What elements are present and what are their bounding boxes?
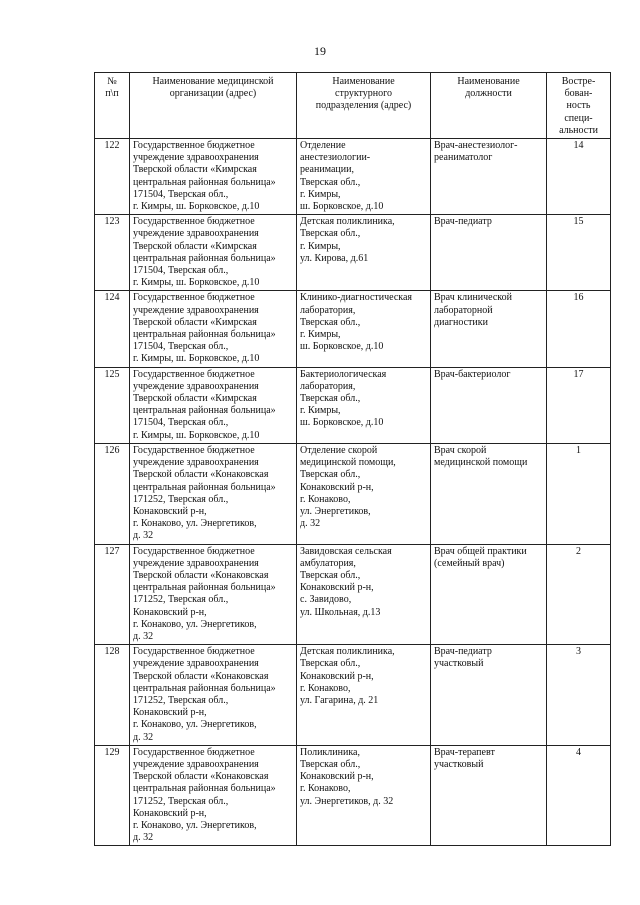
cell-line: Тверской области «Кимрская [133, 316, 257, 328]
column-header-subdivision [297, 73, 431, 139]
cell-line: лаборатория, [300, 380, 356, 392]
cell-line: Государственное бюджетное [133, 292, 255, 304]
cell-line: анестезиологии- [300, 152, 371, 164]
cell-line: ш. Борковское, д.10 [300, 341, 384, 353]
organization-cell [130, 745, 297, 846]
organization-cell [130, 645, 297, 746]
cell-line: 171504, Тверская обл., [133, 265, 229, 277]
cell-line: Отделение скорой [300, 444, 378, 456]
cell-line: ул. Энергетиков, [300, 505, 371, 517]
cell-line: Бактериологическая [300, 368, 387, 380]
column-header-demand [547, 73, 611, 139]
cell-line: Тверская обл., [300, 228, 361, 240]
demand-count: 2 [547, 544, 611, 645]
cell-line: учреждение здравоохранения [133, 228, 259, 240]
cell-line: с. Завидово, [300, 594, 352, 606]
cell-line: Конаковский р-н, [133, 606, 207, 618]
cell-line: центральная районная больница» [133, 405, 276, 417]
cell-line: Государственное бюджетное [133, 646, 255, 658]
row-number: 125 [95, 367, 130, 443]
table-row [95, 139, 611, 215]
cell-line: г. Конаково, ул. Энергетиков, [133, 518, 257, 530]
page-number: 19 [314, 44, 326, 58]
position-cell [431, 544, 547, 645]
cell-line: Тверской области «Конаковская [133, 569, 269, 581]
cell-line: ул. Школьная, д.13 [300, 606, 381, 618]
cell-line: Отделение [300, 140, 346, 152]
table-row [95, 544, 611, 645]
cell-line: учреждение здравоохранения [133, 152, 259, 164]
cell-line: альности [559, 124, 598, 136]
cell-line: г. Кимры, [300, 188, 341, 200]
cell-line: Государственное бюджетное [133, 444, 255, 456]
cell-line: г. Кимры, ш. Борковское, д.10 [133, 353, 260, 365]
cell-line: ул. Гагарина, д. 21 [300, 694, 379, 706]
table-row [95, 291, 611, 367]
cell-line: Государственное бюджетное [133, 216, 255, 228]
cell-line: Наименование [332, 76, 395, 87]
demand-count: 17 [547, 367, 611, 443]
cell-line: 171252, Тверская обл., [133, 694, 229, 706]
cell-line: Тверская обл., [300, 316, 361, 328]
cell-line: Тверская обл., [300, 469, 361, 481]
cell-line: центральная районная больница» [133, 329, 276, 341]
cell-line: ш. Борковское, д.10 [300, 417, 384, 429]
cell-line: 171252, Тверская обл., [133, 795, 229, 807]
subdivision-cell [297, 367, 431, 443]
column-header-position [431, 73, 547, 139]
cell-line: д. 32 [300, 518, 321, 530]
cell-line: учреждение здравоохранения [133, 658, 259, 670]
cell-line: подразделения (адрес) [315, 100, 412, 112]
cell-line: Детская поликлиника, [300, 216, 395, 228]
cell-line: медицинской помощи [434, 457, 528, 469]
position-cell [431, 645, 547, 746]
cell-line: Врач скорой [434, 444, 487, 456]
cell-line: лабораторной [434, 304, 493, 316]
cell-line: Врач клинической [434, 292, 512, 304]
cell-line: д. 32 [133, 731, 154, 743]
cell-line: д. 32 [133, 832, 154, 844]
cell-line: должности [465, 88, 512, 100]
cell-line: Конаковский р-н, [133, 505, 207, 517]
row-number: 127 [95, 544, 130, 645]
demand-count: 3 [547, 645, 611, 746]
cell-line: лаборатория, [300, 304, 356, 316]
demand-count: 15 [547, 215, 611, 291]
cell-line: ность [566, 100, 591, 112]
cell-line: участковый [434, 758, 484, 770]
cell-line: 171504, Тверская обл., [133, 188, 229, 200]
row-number: 126 [95, 443, 130, 544]
table-row [95, 745, 611, 846]
cell-line: центральная районная больница» [133, 252, 276, 264]
organization-cell [130, 215, 297, 291]
cell-line: Тверской области «Кимрская [133, 393, 257, 405]
subdivision-cell [297, 443, 431, 544]
cell-line: г. Кимры, [300, 405, 341, 417]
position-cell [431, 215, 547, 291]
cell-line: д. 32 [133, 530, 154, 542]
cell-line: 171252, Тверская обл., [133, 594, 229, 606]
cell-line: центральная районная больница» [133, 582, 276, 594]
cell-line: Тверской области «Конаковская [133, 469, 269, 481]
vacancy-table [94, 72, 611, 846]
cell-line: Врач-анестезиолог- [434, 140, 518, 152]
cell-line: центральная районная больница» [133, 783, 276, 795]
table-body [95, 139, 611, 846]
cell-line: Тверская обл., [300, 758, 361, 770]
demand-count: 4 [547, 745, 611, 846]
position-cell [431, 367, 547, 443]
cell-line: г. Кимры, ш. Борковское, д.10 [133, 429, 260, 441]
cell-line: Конаковский р-н, [133, 707, 207, 719]
cell-line: Конаковский р-н, [300, 481, 374, 493]
organization-cell [130, 367, 297, 443]
cell-line: Врач-педиатр [434, 216, 492, 228]
organization-cell [130, 443, 297, 544]
table-row [95, 443, 611, 544]
cell-line: медицинской помощи, [300, 457, 396, 469]
cell-line: Государственное бюджетное [133, 746, 255, 758]
cell-line: организации (адрес) [169, 88, 257, 100]
cell-line: ул. Кирова, д.61 [300, 252, 369, 264]
subdivision-cell [297, 139, 431, 215]
position-cell [431, 443, 547, 544]
column-header-number [95, 73, 130, 139]
cell-line: диагностики [434, 316, 488, 328]
cell-line: ш. Борковское, д.10 [300, 201, 384, 213]
cell-line: специ- [564, 112, 593, 124]
subdivision-cell [297, 215, 431, 291]
cell-line: № [107, 76, 117, 87]
cell-line: учреждение здравоохранения [133, 557, 259, 569]
cell-line: реанимации, [300, 164, 354, 176]
cell-line: учреждение здравоохранения [133, 457, 259, 469]
cell-line: Тверской области «Конаковская [133, 771, 269, 783]
organization-cell [130, 291, 297, 367]
cell-line: Государственное бюджетное [133, 545, 255, 557]
cell-line: Конаковский р-н, [133, 807, 207, 819]
cell-line: 171504, Тверская обл., [133, 341, 229, 353]
row-number: 123 [95, 215, 130, 291]
cell-line: Востре- [561, 76, 596, 87]
cell-line: бован- [564, 88, 593, 100]
cell-line: Тверская обл., [300, 569, 361, 581]
cell-line: центральная районная больница» [133, 176, 276, 188]
cell-line: г. Кимры, [300, 240, 341, 252]
cell-line: Врач-бактериолог [434, 368, 511, 380]
row-number: 128 [95, 645, 130, 746]
cell-line: г. Конаково, [300, 493, 351, 505]
cell-line: центральная районная больница» [133, 682, 276, 694]
row-number: 129 [95, 745, 130, 846]
cell-line: г. Конаково, [300, 783, 351, 795]
cell-line: Тверская обл., [300, 658, 361, 670]
cell-line: Государственное бюджетное [133, 368, 255, 380]
cell-line: участковый [434, 658, 484, 670]
cell-line: г. Конаково, [300, 682, 351, 694]
subdivision-cell [297, 291, 431, 367]
row-number: 124 [95, 291, 130, 367]
cell-line: п\п [105, 88, 119, 100]
cell-line: Поликлиника, [300, 746, 360, 758]
table-header [95, 73, 611, 139]
cell-line: Завидовская сельская [300, 545, 392, 557]
cell-line: Клинико-диагностическая [300, 292, 413, 304]
organization-cell [130, 139, 297, 215]
cell-line: 171504, Тверская обл., [133, 417, 229, 429]
header-row [95, 73, 611, 139]
cell-line: Конаковский р-н, [300, 670, 374, 682]
cell-line: Наименование [457, 76, 520, 87]
cell-line: Тверской области «Конаковская [133, 670, 269, 682]
cell-line: Государственное бюджетное [133, 140, 255, 152]
cell-line: Тверской области «Кимрская [133, 240, 257, 252]
cell-line: г. Кимры, ш. Борковское, д.10 [133, 201, 260, 213]
position-cell [431, 291, 547, 367]
cell-line: г. Конаково, ул. Энергетиков, [133, 618, 257, 630]
cell-line: Врач общей практики [434, 545, 527, 557]
cell-line: Тверской области «Кимрская [133, 164, 257, 176]
cell-line: центральная районная больница» [133, 481, 276, 493]
cell-line: Врач-терапевт [434, 746, 495, 758]
cell-line: ул. Энергетиков, д. 32 [300, 795, 394, 807]
cell-line: амбулатория, [300, 557, 356, 569]
demand-count: 1 [547, 443, 611, 544]
cell-line: Детская поликлиника, [300, 646, 395, 658]
position-cell [431, 139, 547, 215]
subdivision-cell [297, 645, 431, 746]
cell-line: структурного [335, 88, 392, 100]
cell-line: Наименование медицинской [152, 76, 274, 87]
cell-line: учреждение здравоохранения [133, 758, 259, 770]
cell-line: д. 32 [133, 630, 154, 642]
cell-line: г. Конаково, ул. Энергетиков, [133, 819, 257, 831]
table-row [95, 645, 611, 746]
cell-line: 171252, Тверская обл., [133, 493, 229, 505]
cell-line: г. Конаково, ул. Энергетиков, [133, 719, 257, 731]
subdivision-cell [297, 544, 431, 645]
cell-line: г. Кимры, [300, 329, 341, 341]
cell-line: Тверская обл., [300, 176, 361, 188]
cell-line: учреждение здравоохранения [133, 380, 259, 392]
table-row [95, 215, 611, 291]
cell-line: Тверская обл., [300, 393, 361, 405]
row-number: 122 [95, 139, 130, 215]
cell-line: Конаковский р-н, [300, 582, 374, 594]
position-cell [431, 745, 547, 846]
cell-line: реаниматолог [434, 152, 493, 164]
organization-cell [130, 544, 297, 645]
demand-count: 14 [547, 139, 611, 215]
subdivision-cell [297, 745, 431, 846]
column-header-organization [130, 73, 297, 139]
cell-line: учреждение здравоохранения [133, 304, 259, 316]
cell-line: Врач-педиатр [434, 646, 492, 658]
cell-line: г. Кимры, ш. Борковское, д.10 [133, 277, 260, 289]
cell-line: (семейный врач) [434, 557, 505, 569]
cell-line: Конаковский р-н, [300, 771, 374, 783]
table-row [95, 367, 611, 443]
demand-count: 16 [547, 291, 611, 367]
